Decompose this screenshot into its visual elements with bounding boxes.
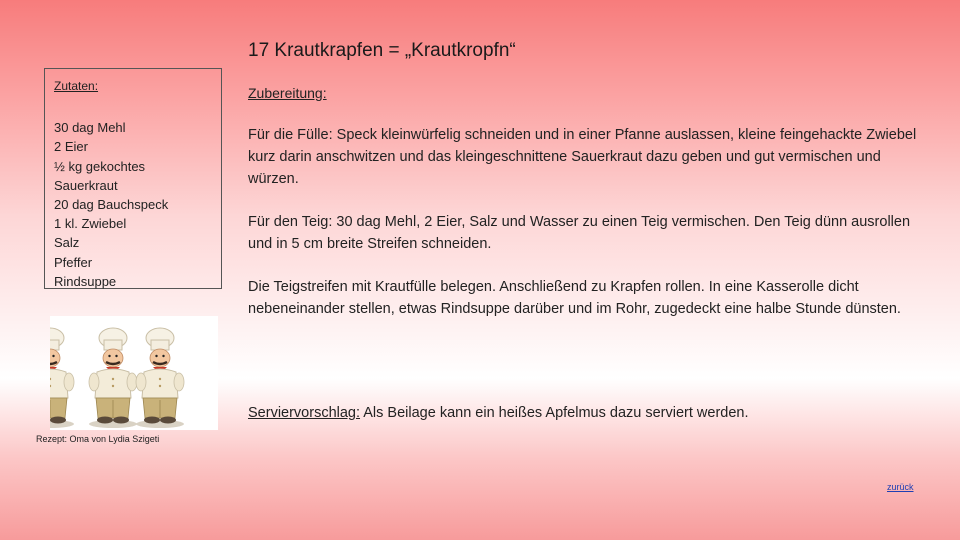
ingredient-item: Sauerkraut (54, 177, 118, 193)
ingredient-item: Pfeffer (54, 254, 93, 270)
serving-text: Als Beilage kann ein heißes Apfelmus dazu serviert werden. (360, 405, 749, 421)
ingredient-item: 30 dag Mehl (54, 120, 126, 136)
serving-suggestion (248, 405, 749, 421)
back-link[interactable]: zurück (887, 482, 914, 492)
serving-label: Serviervorschlag: (248, 405, 361, 421)
preparation-heading: Zubereitung: (248, 85, 327, 101)
preparation-paragraph: Für die Fülle: Speck kleinwürfelig schneiden und in einer Pfanne auslassen, kleine feingehackte Zwiebel kurz darin anschwitzen und das kleingeschnittene Sauerkraut dazu geben und gut vermischen und würzen. (248, 127, 917, 187)
recipe-title: 17 Krautkrapfen = „Krautkropfn“ (248, 40, 516, 61)
ingredient-item: 20 dag Bauchspeck (54, 197, 169, 213)
ingredients-box (44, 68, 222, 289)
preparation-paragraph: Die Teigstreifen mit Krautfülle belegen. Anschließend zu Krapfen rollen. In eine Kasserolle dicht nebeneinander stellen, etwas Rindsuppe darüber und im Rohr, zugedeckt eine halbe Stunde dünsten. (248, 279, 901, 317)
chef-figurines-image (50, 316, 218, 430)
ingredient-item: Salz (54, 235, 80, 251)
ingredients-heading: Zutaten: (54, 79, 99, 93)
preparation-paragraph: Für den Teig: 30 dag Mehl, 2 Eier, Salz und Wasser zu einen Teig vermischen. Den Teig dünn ausrollen und in 5 cm breite Streifen schneiden. (248, 214, 911, 252)
recipe-credit: Rezept: Oma von Lydia Szigeti (36, 434, 160, 444)
ingredient-item: 2 Eier (54, 139, 88, 155)
ingredient-item: ½ kg gekochtes (54, 158, 146, 174)
chef-figurines-icon (50, 316, 218, 430)
ingredient-item: Rindsuppe (54, 273, 117, 289)
ingredient-item: 1 kl. Zwiebel (54, 216, 127, 232)
